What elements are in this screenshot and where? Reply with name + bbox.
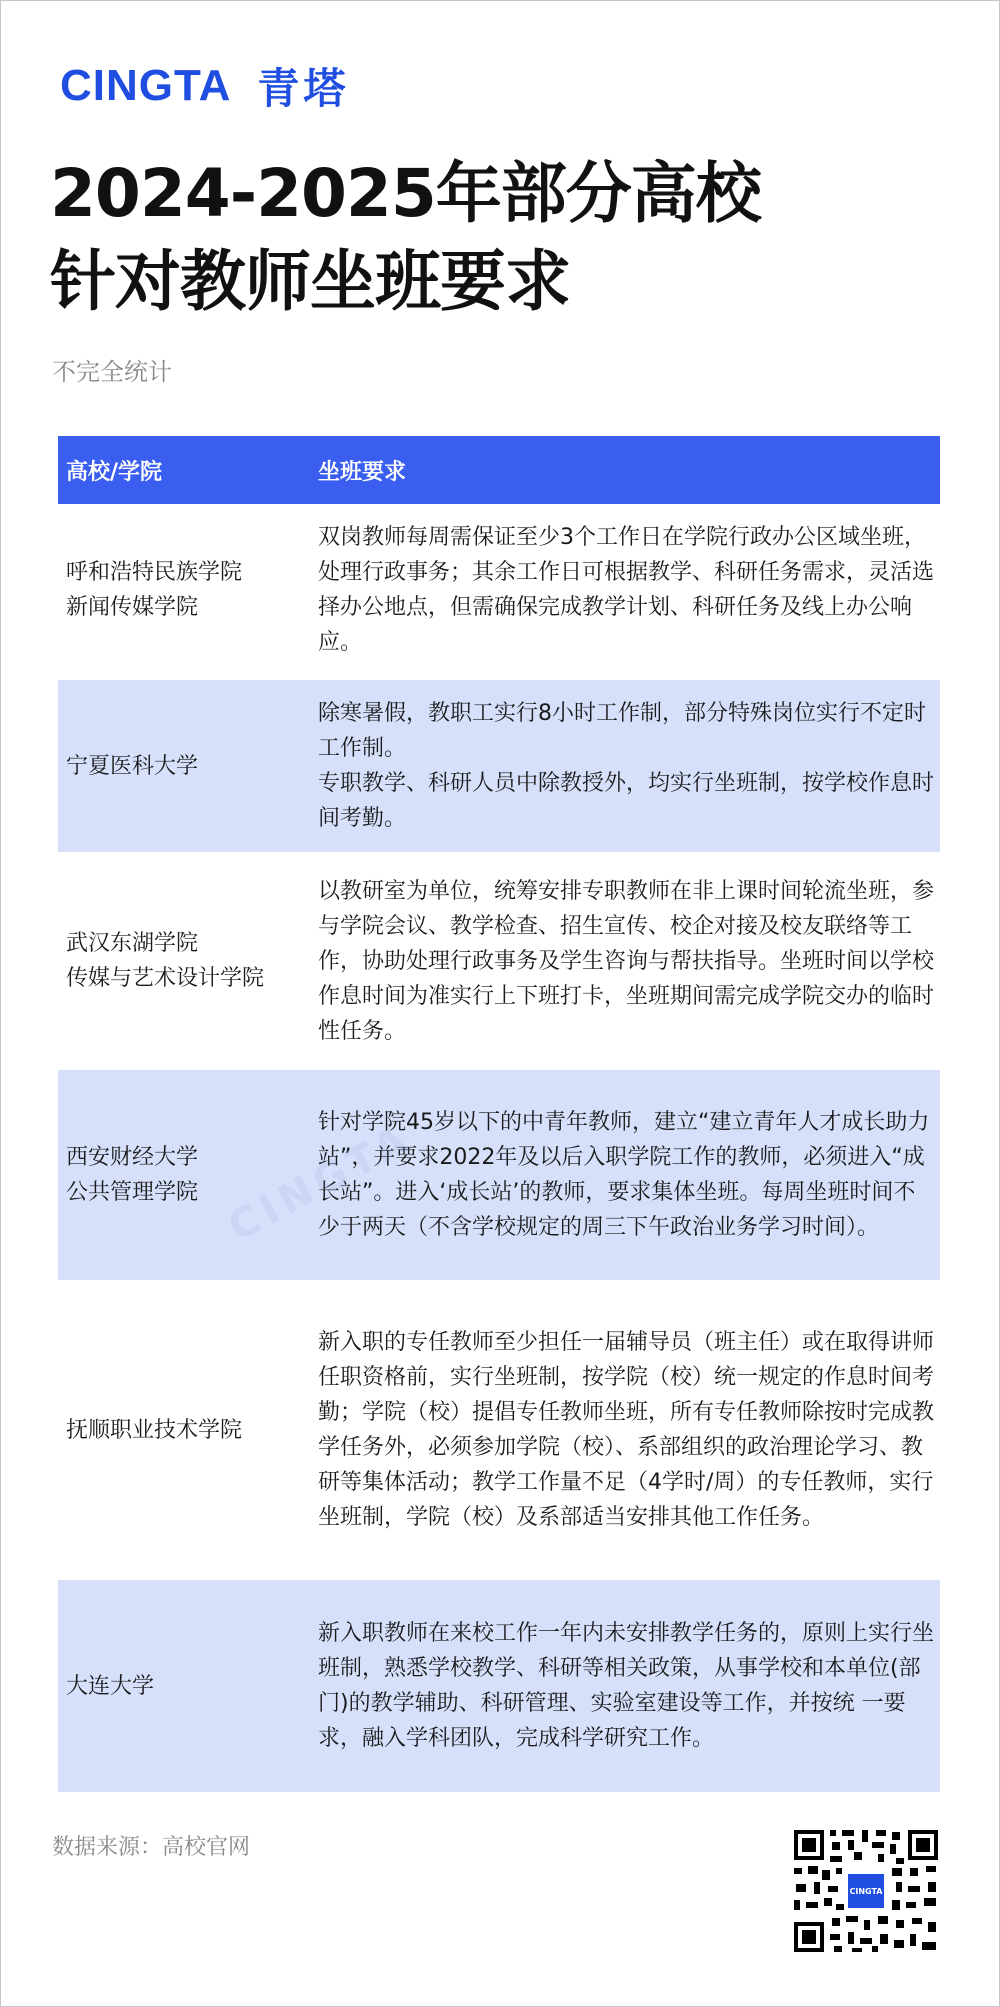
brand-logo [60, 56, 349, 116]
table-row [58, 1284, 940, 1580]
brand-logo-cn: 青塔 [257, 64, 350, 113]
requirement-text: 新入职的专任教师至少担任一届辅导员（班主任）或在取得讲师任职资格前，实行坐班制，按学院（校）统一规定的作息时间考勤；学院（校）提倡专任教师坐班，所有专任教师除按时完成教学任务外，必须参加学院（校）、系部组织的政治理论学习、教研等集体活动；教学工作量不足（4学时/周）的专任教师，实行坐班制，学院（校）及系部适当安排其他工作任务。 [318, 1330, 935, 1530]
requirements-table [58, 436, 940, 1796]
requirement-text: 双岗教师每周需保证至少3个工作日在学院行政办公区域坐班，处理行政事务；其余工作日可根据教学、科研任务需求，灵活选择办公地点，但需确保完成教学计划、科研任务及线上办公响应。 [318, 525, 935, 655]
requirement-text: 专职教学、科研人员中除教授外，均实行坐班制，按学校作息时间考勤。 [318, 771, 935, 831]
page-title [50, 150, 761, 326]
table-row [58, 1070, 940, 1284]
row-requirement [310, 1315, 940, 1545]
table-row [58, 856, 940, 1070]
brand-logo-en: CINGTA [60, 61, 232, 110]
row-requirement [310, 686, 940, 846]
table-row [58, 680, 940, 856]
qr-code [792, 1828, 940, 1954]
row-school [58, 1413, 310, 1448]
table-row [58, 504, 940, 680]
requirement-text: 以教研室为单位，统筹安排专职教师在非上课时间轮流坐班，参与学院会议、教学检查、招生宣传、校企对接及校友联络等工作，协助处理行政事务及学生咨询与帮扶指导。坐班时间以学校作息时间为准实行上下班打卡，坐班期间需完成学院交办的临时性任务。 [318, 878, 935, 1044]
row-requirement [310, 510, 940, 670]
watermark: CINGTA [220, 1115, 421, 1251]
row-school [58, 555, 310, 625]
page-title-line-2: 针对教师坐班要求 [50, 243, 570, 320]
requirement-text: 除寒暑假，教职工实行8小时工作制，部分特殊岗位实行不定时工作制。 [318, 701, 926, 761]
row-requirement [310, 1095, 940, 1255]
header-requirement: 坐班要求 [318, 459, 407, 485]
row-school [58, 1669, 310, 1704]
data-source: 数据来源：高校官网 [52, 1835, 251, 1860]
header-school: 高校/学院 [66, 459, 163, 485]
school-dept: 传媒与艺术设计学院 [66, 966, 265, 991]
school-name: 宁夏医科大学 [66, 753, 199, 779]
row-requirement [310, 864, 940, 1059]
page-subtitle: 不完全统计 [52, 358, 172, 386]
qr-center-logo: CINGTA [846, 1872, 886, 1910]
row-school [58, 926, 310, 996]
school-name: 抚顺职业技术学院 [66, 1417, 243, 1443]
school-name: 呼和浩特民族学院 [66, 560, 243, 585]
school-dept: 新闻传媒学院 [66, 595, 199, 620]
table-row [58, 1580, 940, 1796]
requirement-text: 针对学院45岁以下的中青年教师，建立“建立青年人才成长助力站”，并要求2022年及以后入职学院工作的教师，必须进入“成长站”。进入‘成长站’的教师，要求集体坐班。每周坐班时间不少于两天（不含学校规定的周三下午政治业务学习时间）。 [318, 1110, 930, 1240]
table-header [58, 436, 940, 504]
row-school [58, 749, 310, 784]
school-name: 武汉东湖学院 [66, 931, 199, 956]
school-name: 大连大学 [66, 1673, 155, 1699]
school-dept: 公共管理学院 [66, 1180, 199, 1205]
requirement-text: 新入职教师在来校工作一年内未安排教学任务的，原则上实行坐班制，熟悉学校教学、科研等相关政策，从事学校和本单位(部门)的教学辅助、科研管理、实验室建设等工作，并按统 一要求，融入学科团队，完成科学研究工作。 [318, 1621, 935, 1751]
school-name: 西安财经大学 [66, 1145, 199, 1170]
page-title-line-1: 2024-2025年部分高校 [50, 155, 761, 232]
row-requirement [310, 1606, 940, 1766]
